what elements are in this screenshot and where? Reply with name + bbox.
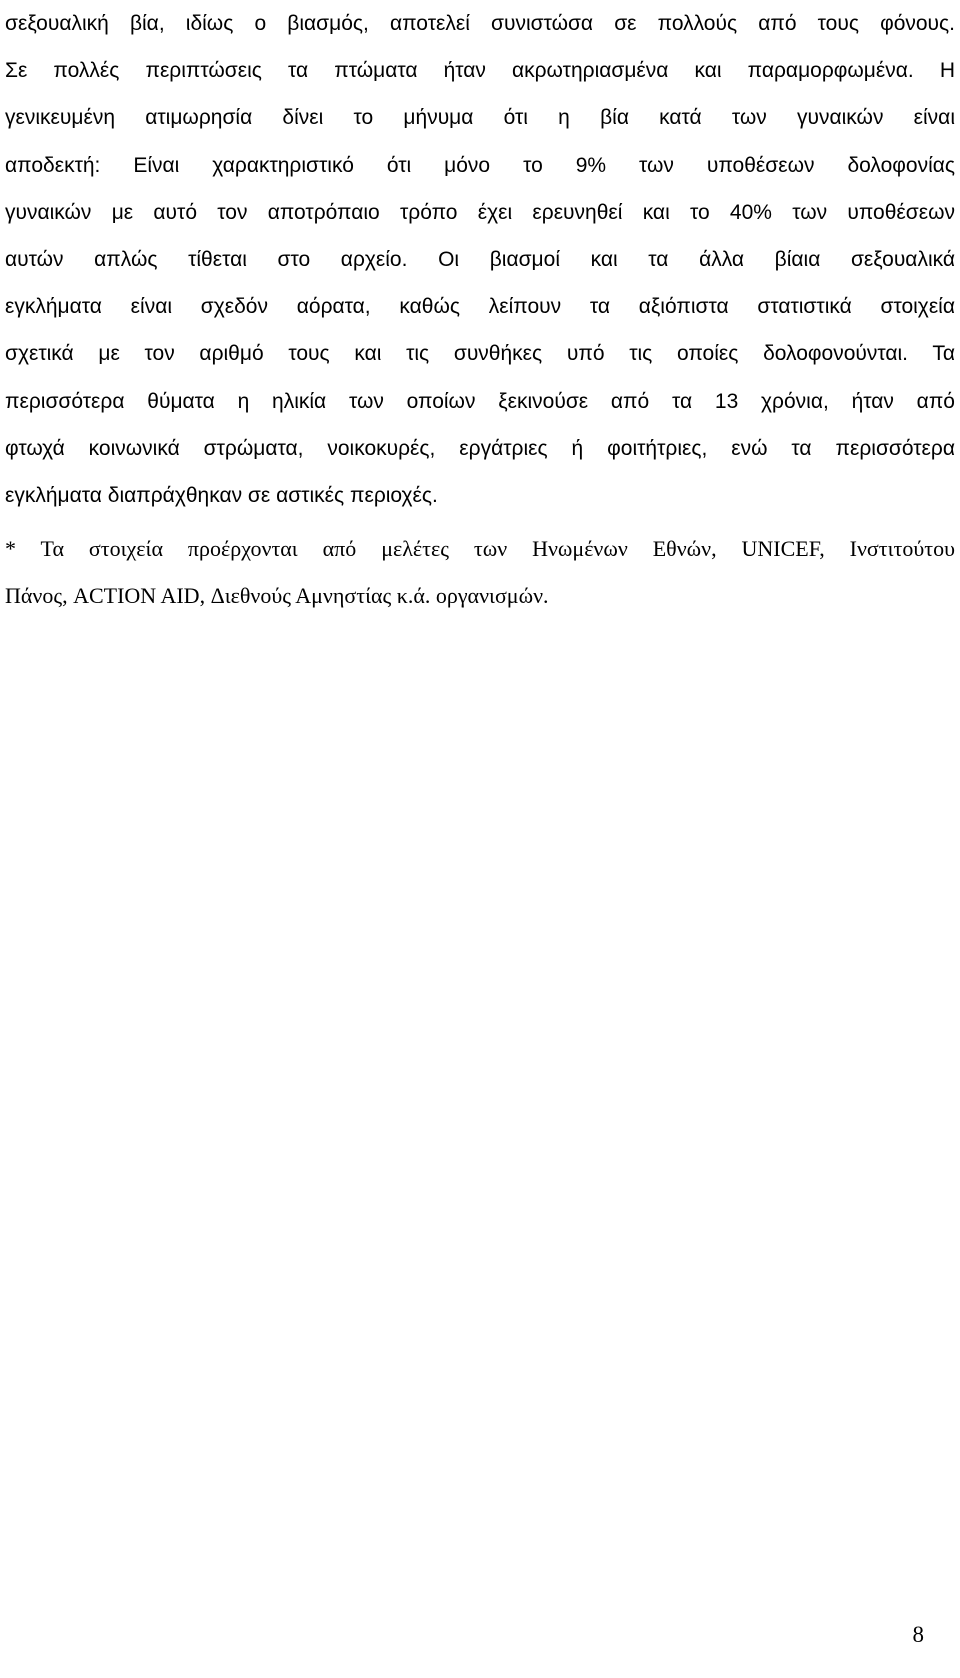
paragraph-line: σχετικά με τον αριθμό τους και τις συνθήκες υπό τις οποίες δολοφονούνται. Τα [5,342,955,366]
paragraph-line: εγκλήματα είναι σχεδόν αόρατα, καθώς λείπουν τα αξιόπιστα στατιστικά στοιχεία [5,295,955,319]
paragraph-line: Σε πολλές περιπτώσεις τα πτώματα ήταν ακρωτηριασμένα και παραμορφωμένα. Η [5,59,955,83]
footnote-line: * Τα στοιχεία προέρχονται από μελέτες των Ηνωμένων Εθνών, UNICEF, Ινστιτούτου [5,536,955,561]
paragraph-line: γυναικών με αυτό τον αποτρόπαιο τρόπο έχει ερευνηθεί και το 40% των υποθέσεων [5,200,955,224]
paragraph-line: αποδεκτή: Είναι χαρακτηριστικό ότι μόνο το 9% των υποθέσεων δολοφονίας [5,153,955,177]
footnote-line: Πάνος, ACTION AID, Διεθνούς Αμνηστίας κ.ά. οργανισμών. [5,583,549,609]
body-paragraph [5,0,955,519]
paragraph-line: αυτών απλώς τίθεται στο αρχείο. Οι βιασμοί και τα άλλα βίαια σεξουαλικά [5,247,955,271]
paragraph-line: περισσότερα θύματα η ηλικία των οποίων ξεκινούσε από τα 13 χρόνια, ήταν από [5,389,955,413]
page-number: 8 [912,1622,924,1647]
paragraph-line: γενικευμένη ατιμωρησία δίνει το μήνυμα ότι η βία κατά των γυναικών είναι [5,106,955,130]
source-footnote [5,525,955,619]
paragraph-line: φτωχά κοινωνικά στρώματα, νοικοκυρές, εργάτριες ή φοιτήτριες, ενώ τα περισσότερα [5,436,955,460]
paragraph-line: εγκλήματα διαπράχθηκαν σε αστικές περιοχές. [5,483,438,507]
paragraph-line: σεξουαλική βία, ιδίως ο βιασμός, αποτελεί συνιστώσα σε πολλούς από τους φόνους. [5,12,955,35]
